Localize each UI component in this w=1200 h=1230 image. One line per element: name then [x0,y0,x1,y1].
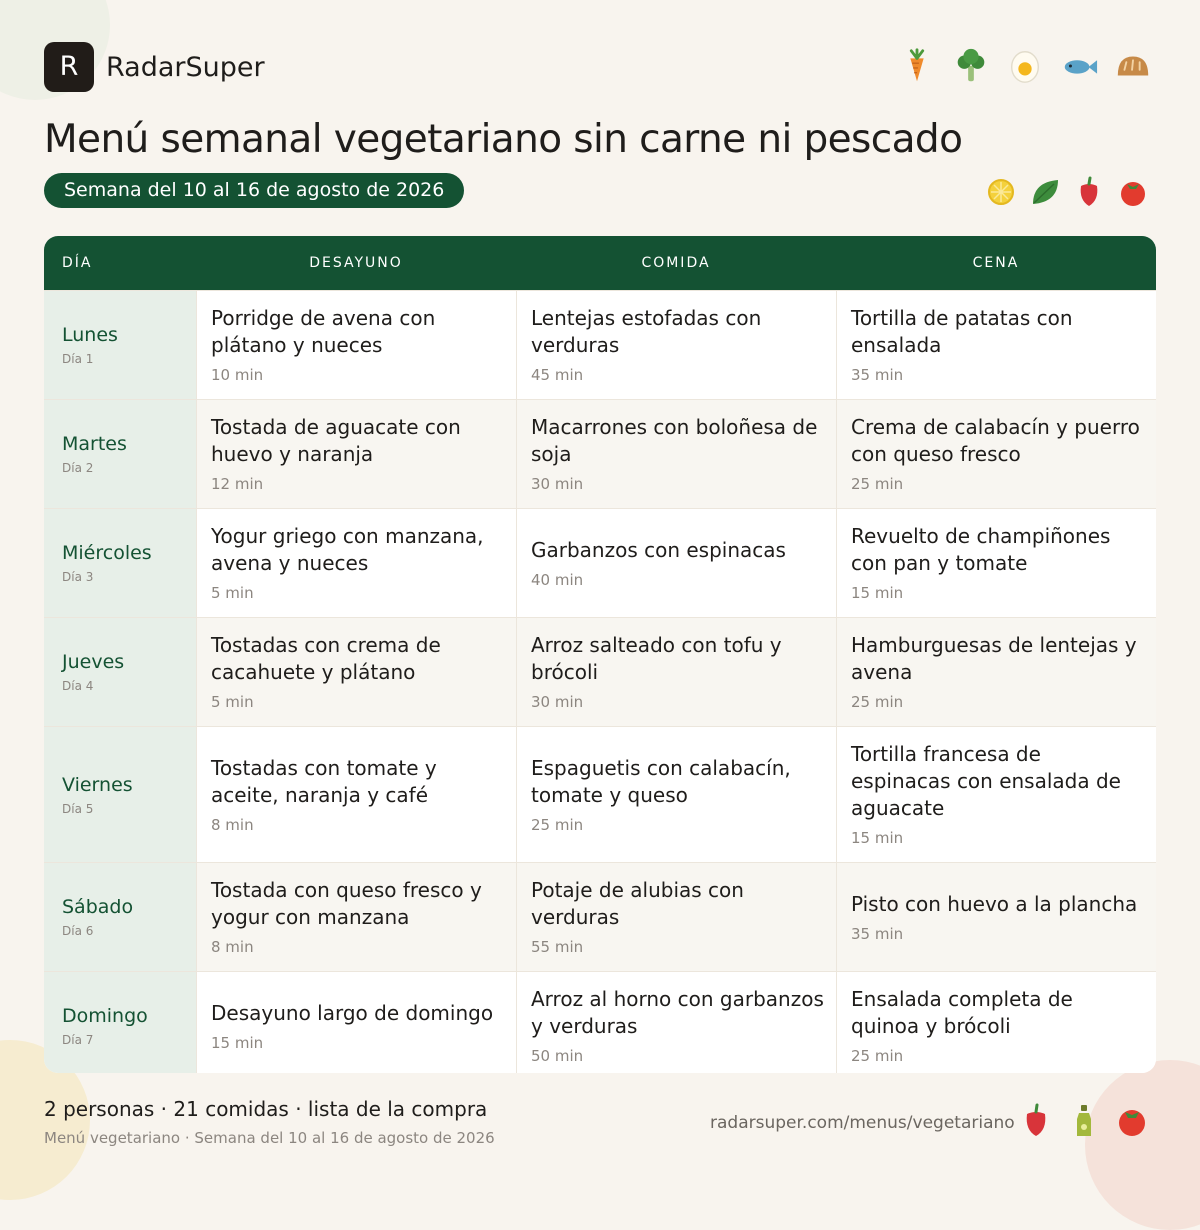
day-number: Día 1 [62,352,94,366]
breakfast-cell[interactable] [196,400,516,508]
dish-name: Macarrones con boloñesa de soja [531,415,818,466]
day-name: Lunes [62,324,118,346]
breakfast-cell[interactable] [196,972,516,1073]
week-badge: Semana del 10 al 16 de agosto de 2026 [44,173,464,208]
dish-name: Potaje de alubias con verduras [531,878,744,929]
day-cell [44,972,196,1073]
day-number: Día 4 [62,679,94,693]
header-breakfast: DESAYUNO [309,255,403,271]
breakfast-cell[interactable] [196,618,516,726]
breakfast-cell[interactable] [196,863,516,971]
footer-food-icons [1018,1103,1150,1139]
prep-time: 35 min [851,366,904,384]
day-name: Martes [62,433,127,455]
prep-time: 5 min [211,693,254,711]
table-row [44,971,1156,1073]
prep-time: 25 min [851,693,904,711]
lunch-cell[interactable] [516,727,836,862]
weekly-menu-table [44,236,1156,1073]
lunch-cell[interactable] [516,400,836,508]
leaf-icon [1028,176,1062,208]
prep-time: 5 min [211,584,254,602]
day-name: Miércoles [62,542,152,564]
footer-url-link[interactable]: radarsuper.com/menus/vegetariano [710,1113,1015,1133]
prep-time: 30 min [531,693,584,711]
brand-name[interactable]: RadarSuper [106,52,265,83]
page-title: Menú semanal vegetariano sin carne ni pescado [44,117,963,162]
header-dinner: CENA [972,255,1020,271]
dish-name: Tostadas con tomate y aceite, naranja y café [211,755,437,807]
day-name: Jueves [62,651,125,673]
day-name: Sábado [62,896,134,918]
table-row [44,290,1156,399]
pepper-icon [1018,1103,1054,1139]
day-cell [44,863,196,971]
dish-name: Porridge de avena con plátano y nueces [211,306,436,357]
footer-summary: 2 personas · 21 comidas · lista de la compra [44,1097,488,1121]
day-cell [44,618,196,726]
table-row [44,862,1156,971]
lemon-icon [984,176,1018,208]
dish-name: Espaguetis con calabacín, tomate y queso [531,755,791,807]
day-number: Día 5 [62,801,94,816]
table-row [44,399,1156,508]
header-lunch: COMIDA [641,255,711,271]
lunch-cell[interactable] [516,972,836,1073]
day-name: Domingo [62,1005,148,1027]
dish-name: Garbanzos con espinacas [531,537,786,562]
dish-name: Tostadas con crema de cacahuete y plátano [211,633,441,684]
dish-name: Ensalada completa de quinoa y brócoli [851,987,1073,1038]
table-row [44,617,1156,726]
oil-bottle-icon [1066,1103,1102,1139]
dinner-cell[interactable] [836,618,1156,726]
tomato-icon [1114,1103,1150,1139]
prep-time: 25 min [851,1047,904,1065]
day-cell [44,509,196,617]
carrot-icon [898,46,936,86]
dish-name: Revuelto de champiñones con pan y tomate [851,524,1111,575]
dish-name: Crema de calabacín y puerro con queso fresco [851,415,1140,466]
lunch-cell[interactable] [516,291,836,399]
day-name: Viernes [62,773,133,796]
dish-name: Arroz al horno con garbanzos y verduras [531,987,824,1038]
egg-icon [1006,46,1044,86]
prep-time: 40 min [531,570,584,589]
dish-name: Lentejas estofadas con verduras [531,306,762,357]
dinner-cell[interactable] [836,291,1156,399]
day-number: Día 2 [62,461,94,475]
header-food-icons [898,46,1152,86]
decorative-tomato-shape [1085,1060,1200,1230]
prep-time: 15 min [851,829,904,847]
prep-time: 10 min [211,366,264,384]
prep-time: 15 min [851,584,904,602]
day-number: Día 3 [62,570,94,584]
lunch-cell[interactable] [516,618,836,726]
dish-name: Tostada de aguacate con huevo y naranja [211,415,461,466]
footer-subtitle: Menú vegetariano · Semana del 10 al 16 de agosto de 2026 [44,1129,495,1147]
day-cell [44,291,196,399]
table-row [44,726,1156,862]
dinner-cell[interactable] [836,972,1156,1073]
dish-name: Arroz salteado con tofu y brócoli [531,633,782,684]
pepper-icon [1072,176,1106,208]
prep-time: 8 min [211,815,254,834]
breakfast-cell[interactable] [196,291,516,399]
dish-name: Desayuno largo de domingo [211,1000,494,1025]
prep-time: 35 min [851,924,904,943]
dinner-cell[interactable] [836,400,1156,508]
dish-name: Tortilla francesa de espinacas con ensalada de aguacate [851,742,1121,820]
dish-name: Pisto con huevo a la plancha [851,891,1138,916]
day-cell [44,727,196,862]
day-number: Día 6 [62,924,94,938]
fish-icon [1060,46,1098,86]
breakfast-cell[interactable] [196,509,516,617]
dish-name: Hamburguesas de lentejas y avena [851,633,1137,684]
prep-time: 55 min [531,938,584,956]
bread-icon [1114,46,1152,86]
prep-time: 15 min [211,1033,264,1052]
dish-name: Tortilla de patatas con ensalada [851,306,1073,357]
prep-time: 50 min [531,1047,584,1065]
dinner-cell[interactable] [836,863,1156,971]
prep-time: 45 min [531,366,584,384]
lunch-cell[interactable] [516,863,836,971]
tomato-icon [1116,176,1150,208]
sub-food-icons [984,176,1150,208]
table-header [44,236,1156,290]
lunch-cell[interactable] [516,509,836,617]
header-day: DÍA [62,255,93,271]
prep-time: 25 min [531,815,584,834]
prep-time: 12 min [211,475,264,493]
dinner-cell[interactable] [836,509,1156,617]
breakfast-cell[interactable] [196,727,516,862]
dinner-cell[interactable] [836,727,1156,862]
prep-time: 8 min [211,938,254,956]
dish-name: Tostada con queso fresco y yogur con manzana [211,878,482,929]
prep-time: 25 min [851,475,904,493]
dish-name: Yogur griego con manzana, avena y nueces [211,524,484,575]
table-row [44,508,1156,617]
prep-time: 30 min [531,475,584,493]
day-number: Día 7 [62,1033,94,1047]
broccoli-icon [952,46,990,86]
brand-logo[interactable]: R [44,42,94,92]
day-cell [44,400,196,508]
